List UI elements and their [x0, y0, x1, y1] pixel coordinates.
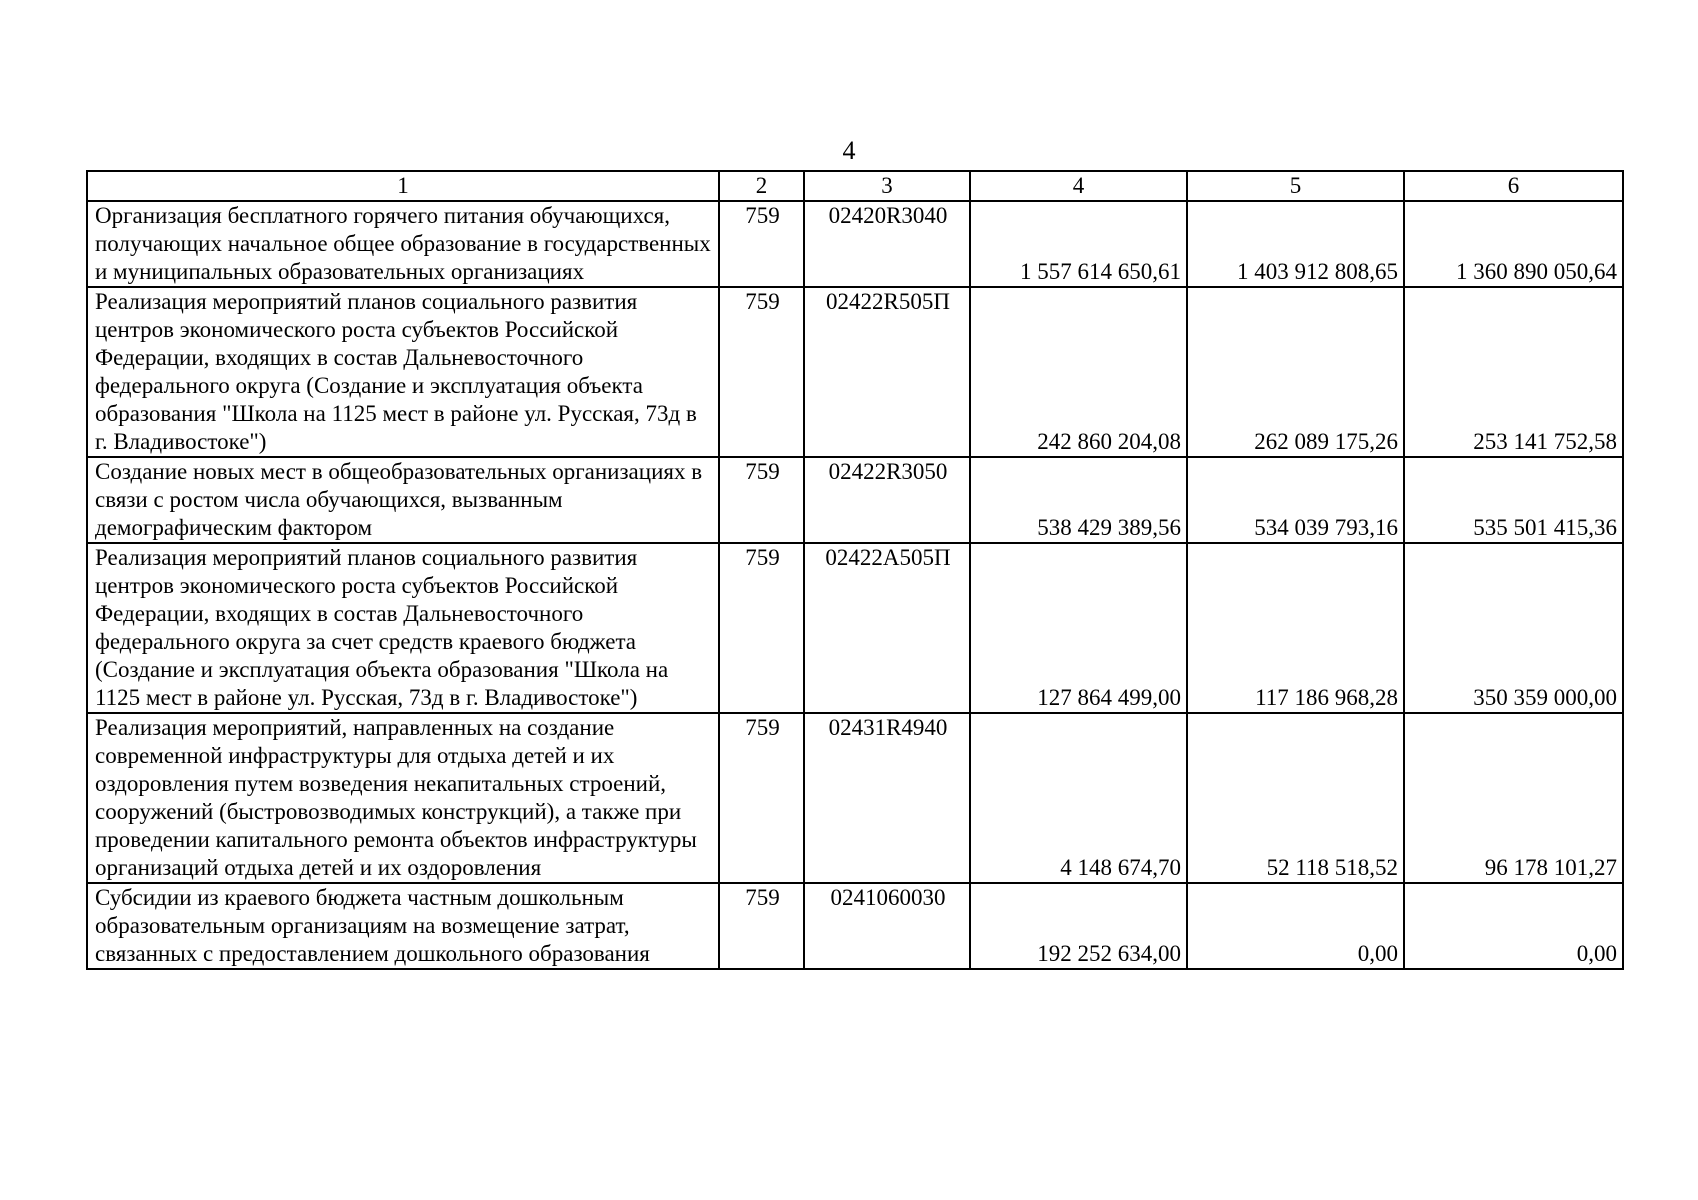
- row-code-cell: 0241060030: [804, 883, 970, 969]
- row-name-cell: Субсидии из краевого бюджета частным дошкольным образовательным организациям на возмещение затрат, связанных с предоставлением дошкольного образования: [87, 883, 719, 969]
- header-cell-6: 6: [1404, 171, 1623, 201]
- row-code-cell: 02431R4940: [804, 713, 970, 883]
- row-code-cell: 02422R505П: [804, 287, 970, 457]
- row-amount-3-cell: 0,00: [1404, 883, 1623, 969]
- header-cell-4: 4: [970, 171, 1187, 201]
- table-row: [87, 287, 1623, 457]
- table-header: [87, 171, 1623, 201]
- row-grbs-cell: 759: [719, 543, 804, 713]
- row-amount-3-cell: 535 501 415,36: [1404, 457, 1623, 543]
- row-name-cell: Организация бесплатного горячего питания обучающихся, получающих начальное общее образование в государственных и муниципальных образовательных организациях: [87, 201, 719, 287]
- row-amount-2-cell: 52 118 518,52: [1187, 713, 1404, 883]
- row-amount-1-cell: 242 860 204,08: [970, 287, 1187, 457]
- table-row: [87, 883, 1623, 969]
- header-row: [87, 171, 1623, 201]
- row-amount-1-cell: 538 429 389,56: [970, 457, 1187, 543]
- page-number: 4: [842, 136, 856, 165]
- table-row: [87, 457, 1623, 543]
- row-amount-2-cell: 534 039 793,16: [1187, 457, 1404, 543]
- table-row: [87, 201, 1623, 287]
- header-cell-5: 5: [1187, 171, 1404, 201]
- row-amount-1-cell: 1 557 614 650,61: [970, 201, 1187, 287]
- table-row: [87, 543, 1623, 713]
- row-amount-2-cell: 1 403 912 808,65: [1187, 201, 1404, 287]
- row-code-cell: 02422А505П: [804, 543, 970, 713]
- table-body: [87, 201, 1623, 969]
- header-cell-2: 2: [719, 171, 804, 201]
- row-amount-1-cell: 192 252 634,00: [970, 883, 1187, 969]
- row-amount-2-cell: 262 089 175,26: [1187, 287, 1404, 457]
- row-amount-3-cell: 253 141 752,58: [1404, 287, 1623, 457]
- row-name-cell: Реализация мероприятий планов социального развития центров экономического роста субъектов Российской Федерации, входящих в состав Дальневосточного федерального округа (Создание и эксплуатация объекта образования "Школа на 1125 мест в районе ул. Русская, 73д в г. Владивостоке"): [87, 287, 719, 457]
- row-name-cell: Реализация мероприятий планов социального развития центров экономического роста субъектов Российской Федерации, входящих в состав Дальневосточного федерального округа за счет средств краевого бюджета (Создание и эксплуатация объекта образования "Школа на 1125 мест в районе ул. Русская, 73д в г. Владивостоке"): [87, 543, 719, 713]
- row-amount-3-cell: 350 359 000,00: [1404, 543, 1623, 713]
- row-amount-1-cell: 4 148 674,70: [970, 713, 1187, 883]
- row-amount-3-cell: 96 178 101,27: [1404, 713, 1623, 883]
- budget-table: [86, 170, 1624, 970]
- header-cell-3: 3: [804, 171, 970, 201]
- row-name-cell: Реализация мероприятий, направленных на создание современной инфраструктуры для отдыха детей и их оздоровления путем возведения некапитальных строений, сооружений (быстровозводимых конструкций), а также при проведении капитального ремонта объектов инфраструктуры организаций отдыха детей и их оздоровления: [87, 713, 719, 883]
- row-amount-1-cell: 127 864 499,00: [970, 543, 1187, 713]
- row-grbs-cell: 759: [719, 457, 804, 543]
- row-name-cell: Создание новых мест в общеобразовательных организациях в связи с ростом числа обучающихся, вызванным демографическим фактором: [87, 457, 719, 543]
- row-amount-3-cell: 1 360 890 050,64: [1404, 201, 1623, 287]
- row-grbs-cell: 759: [719, 287, 804, 457]
- header-cell-1: 1: [87, 171, 719, 201]
- row-amount-2-cell: 117 186 968,28: [1187, 543, 1404, 713]
- row-code-cell: 02420R3040: [804, 201, 970, 287]
- table-row: [87, 713, 1623, 883]
- row-amount-2-cell: 0,00: [1187, 883, 1404, 969]
- row-grbs-cell: 759: [719, 713, 804, 883]
- row-code-cell: 02422R3050: [804, 457, 970, 543]
- row-grbs-cell: 759: [719, 201, 804, 287]
- row-grbs-cell: 759: [719, 883, 804, 969]
